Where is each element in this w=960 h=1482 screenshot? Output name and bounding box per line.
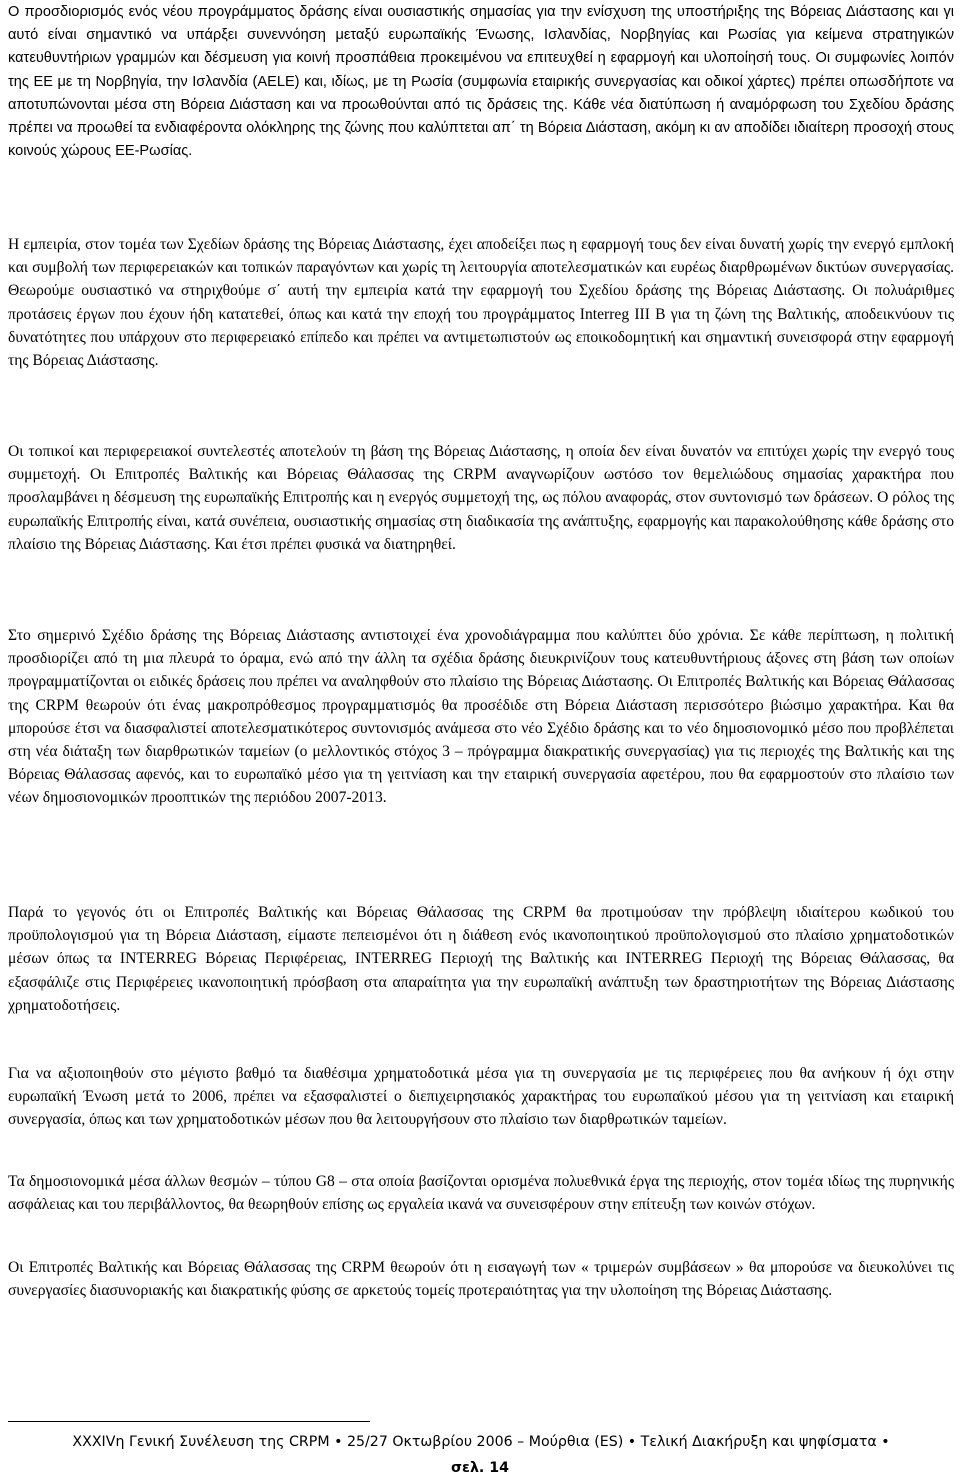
paragraph-3: Οι τοπικοί και περιφερειακοί συντελεστές αποτελούν τη βάση της Βόρειας Διάστασης, η οποία δεν είναι δυνατόν να επιτύχει χωρίς την ενεργό τους συμμετοχή. Οι Επιτροπές Βαλτικής και Βόρειας Θάλασσας της CRPM αναγνωρίζουν ωστόσο τον θεμελιώδους σημασίας χαρακτήρα που προσλαμβάνει η δέσμευση της ευρωπαϊκής Επιτροπής και η ενεργός συμμετοχή της, ως πόλου αναφοράς, στον συντονισμό των δράσεων. Ο ρόλος της ευρωπαϊκής Επιτροπής είναι, κατά συνέπεια, ουσιαστικής σημασίας στη διαδικασία της ανάπτυξης, εφαρμογής και παρακολούθησης κάθε δράσης στο πλαίσιο της Βόρειας Διάστασης. Και έτσι πρέπει φυσικά να διατηρηθεί. — [8, 443, 954, 553]
footer-text: XXXIVη Γενική Συνέλευση της CRPM • 25/27 Οκτωβρίου 2006 – Μούρθια (ES) • Τελική Διακήρυξη και ψηφίσματα • — [72, 1434, 890, 1450]
paragraph-2: Η εμπειρία, στον τομέα των Σχεδίων δράσης της Βόρειας Διάστασης, έχει αποδείξει πως η εφαρμογή τους δεν είναι δυνατή χωρίς την ενεργό εμπλοκή και συμβολή των περιφερειακών και τοπικών παραγόντων και χωρίς τη λειτουργία αποτελεσματικών και ευρέως διαρθρωμένων δικτύων συνεργασίας. Θεωρούμε ουσιαστικό να στηριχθούμε σ΄ αυτή την εμπειρία κατά την εφαρμογή του Σχεδίου δράσης της Βόρειας Διάστασης. Οι πολυάριθμες προτάσεις έργων που έχουν ήδη κατατεθεί, όπως και κατά την εποχή του προγράμματος Interreg III B για τη ζώνη της Βαλτικής, αποδεικνύουν τις δυνατότητες που υπάρχουν στο περιφερειακό επίπεδο και πρέπει να αντιμετωπιστούν ως εποικοδομητική και σημαντική συνεισφορά στην εφαρμογή της Βόρειας Διάστασης. — [8, 236, 954, 370]
paragraph-7: Τα δημοσιονομικά μέσα άλλων θεσμών – τύπου G8 – στα οποία βασίζονται ορισμένα πολυεθνικά έργα της περιοχής, στον τομέα ιδίως της πυρηνικής ασφάλειας και του περιβάλλοντος, θα θεωρηθούν επίσης ως εργαλεία ικανά να συνεισφέρουν στην επίτευξη των κοινών στόχων. — [8, 1173, 954, 1214]
paragraph-8: Οι Επιτροπές Βαλτικής και Βόρειας Θάλασσας της CRPM θεωρούν ότι η εισαγωγή των « τριμερών συμβάσεων » θα μπορούσε να διευκολύνει τις συνεργασίες διασυνοριακής και διακρατικής φύσης σε αρκετούς τομείς προτεραιότητας για την υλοποίηση της Βόρειας Διάστασης. — [8, 1259, 954, 1300]
paragraph-6: Για να αξιοποιηθούν στο μέγιστο βαθμό τα διαθέσιμα χρηματοδοτικά μέσα για τη συνεργασία με τις περιφέρειες που θα ανήκουν ή όχι στην ευρωπαϊκή Ένωση μετά το 2006, πρέπει να εξασφαλιστεί ο διεπιχειρησιακός χαρακτήρας του ευρωπαϊκού μέσου για τη γειτνίαση και εταιρική συνεργασία, όπως και των χρηματοδοτικών μέσων που θα λειτουργήσουν στο πλαίσιο των διαρθρωτικών ταμείων. — [8, 1065, 954, 1129]
paragraph-5: Παρά το γεγονός ότι οι Επιτροπές Βαλτικής και Βόρειας Θάλασσας της CRPM θα προτιμούσαν την πρόβλεψη ιδιαίτερου κωδικού του προϋπολογισμού για τη Βόρεια Διάσταση, είμαστε πεπεισμένοι ότι η διάθεση ενός ικανοποιητικού προϋπολογισμού στο πλαίσιο χρηματοδοτικών μέσων όπως τα INTERREG Βόρειας Περιφέρειας, INTERREG Περιοχή της Βαλτικής και INTERREG Περιοχή της Βόρειας Θάλασσας, θα εξασφάλιζε στις Περιφέρειες ικανοποιητική πρόσβαση στα απαραίτητα για την ευρωπαϊκή ανάπτυξη των δραστηριοτήτων της Βόρειας Διάστασης χρηματοδοτήσεις. — [8, 904, 954, 1014]
footer-divider — [8, 1421, 370, 1422]
page-number: σελ. 14 — [451, 1460, 509, 1476]
paragraph-4: Στο σημερινό Σχέδιο δράσης της Βόρειας Διάστασης αντιστοιχεί ένα χρονοδιάγραμμα που καλύπτει δύο χρόνια. Σε κάθε περίπτωση, η πολιτική προσδιορίζει από τη μια πλευρά το όραμα, ενώ από την άλλη τα σχέδια δράσης διευκρινίζουν τους κατευθυντήριους άξονες στη βάση των οποίων προγραμματίζονται οι ειδικές δράσεις που πρέπει να αναληφθούν στο πλαίσιο της Βόρειας Διάστασης. Οι Επιτροπές Βαλτικής και Βόρειας Θάλασσας της CRPM θεωρούν ότι ένας μακροπρόθεσμος προγραμματισμός θα προσέδιδε στη Βόρεια Διάσταση περισσότερο βιώσιμο χαρακτήρα. Και θα μπορούσε έτσι να διασφαλιστεί αποτελεσματικότερος συντονισμός ανάμεσα στο νέο Σχέδιο δράσης και το νέο δημοσιονομικό μέσο που προβλέπεται στη νέα διάταξη των διαρθρωτικών ταμείων (ο μελλοντικός στόχος 3 – πρόγραμμα διακρατικής συνεργασίας) για τις περιοχές της Βαλτικής και της Βόρειας Θάλασσας αφενός, και το ευρωπαϊκό μέσο για τη γειτνίαση και την εταιρική συνεργασία αφετέρου, που θα εφαρμοστούν στο πλαίσιο των νέων δημοσιονομικών προοπτικών της περιόδου 2007-2013. — [8, 627, 954, 807]
paragraph-1: Ο προσδιορισμός ενός νέου προγράμματος δράσης είναι ουσιαστικής σημασίας για την ενίσχυση της υποστήριξης της Βόρειας Διάστασης και γι αυτό είναι σημαντικό να υπάρξει συνεννόηση μεταξύ ευρωπαϊκής Ένωσης, Ισλανδίας, Νορβηγίας και Ρωσίας για κείμενα στρατηγικών κατευθυντήριων γραμμών και δέσμευση για κοινή προσπάθεια προκειμένου να επιτευχθεί η εφαρμογή και υλοποίησή τους. Οι συμφωνίες λοιπόν της ΕΕ με τη Νορβηγία, την Ισλανδία (AELE) και, ιδίως, με τη Ρωσία (συμφωνία εταιρικής συνεργασίας και οδικοί χάρτες) πρέπει οπωσδήποτε να αποτυπώνονται μέσα στη Βόρεια Διάσταση και να προωθούνται από τις δράσεις της. Κάθε νέα διατύπωση ή αναμόρφωση του Σχεδίου δράσης πρέπει να προωθεί τα ενδιαφέροντα ολόκληρης της ζώνης που καλύπτεται απ΄ τη Βόρεια Διάσταση, ακόμη κι αν αποδίδει ιδιαίτερη προσοχή στους κοινούς χώρους ΕΕ-Ρωσίας. — [8, 4, 954, 160]
